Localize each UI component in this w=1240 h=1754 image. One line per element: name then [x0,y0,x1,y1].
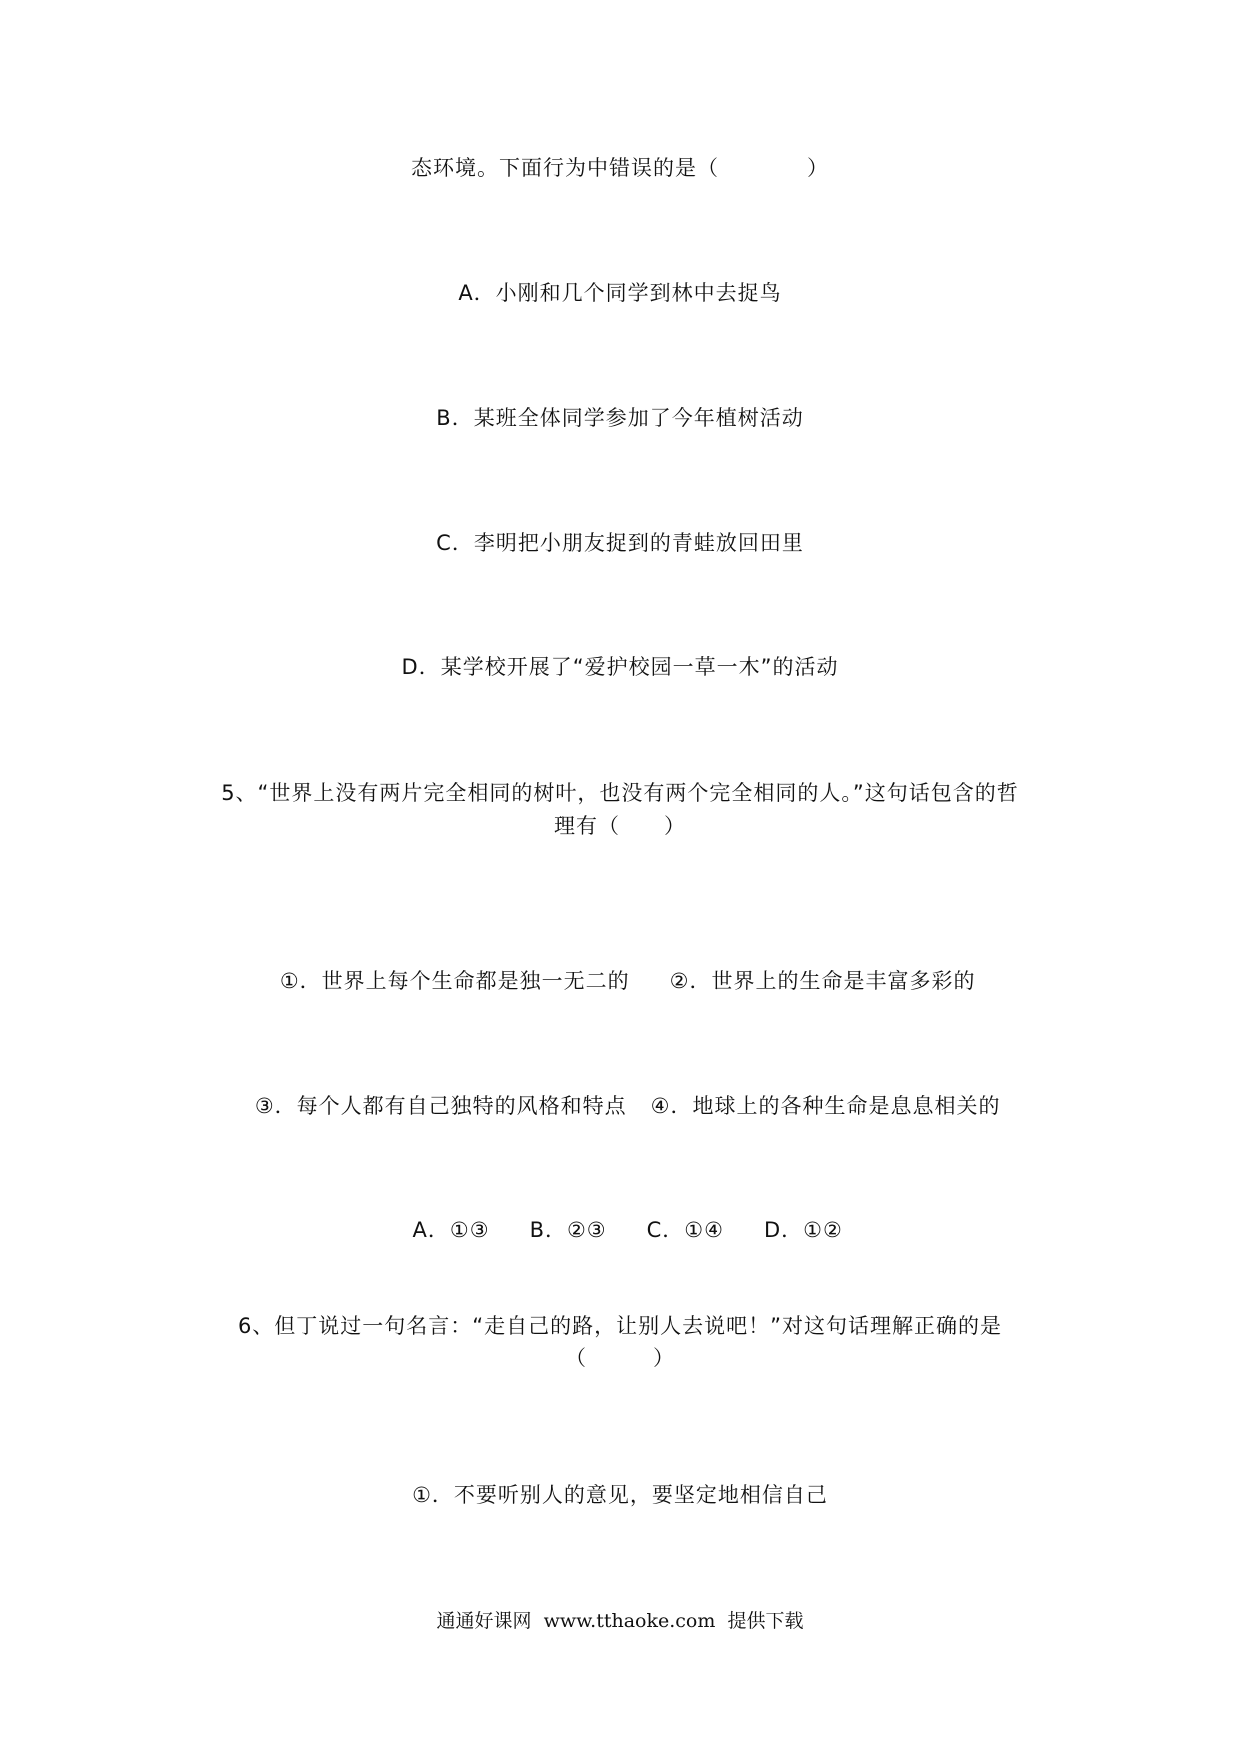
q5-stem-line1: 5、“世界上没有两片完全相同的树叶，也没有两个完全相同的人。”这句话包含的哲 [221,781,1019,805]
q6-stem-line2: （ ） [565,1346,675,1370]
q4-option-d: D．某学校开展了“爱护校园一草一木”的活动 [401,655,839,679]
q5-choices [0,1185,1240,1245]
q5-statement-3: ③．每个人都有自己独特的风格和特点 [254,1094,627,1118]
page-footer: 通通好课网 www.tthaoke.com 提供下载 [436,1610,804,1632]
q5-statement-2: ②．世界上的生命是丰富多彩的 [669,969,976,993]
q5-statement-1: ①．世界上每个生命都是独一无二的 [279,969,630,993]
q5-choice-c: C．①④ [646,1218,724,1242]
q5-statement-4: ④．地球上的各种生命是息息相关的 [650,1094,1001,1118]
q5-statements-row1 [0,936,1240,996]
q5-choice-b: B．②③ [529,1218,607,1242]
q6-statement-1: ①．不要听别人的意见，要坚定地相信自己 [412,1483,828,1507]
q5-stem-line2: 理有（ ） [554,814,686,838]
q6-stem-line1: 6、但丁说过一句名言：“走自己的路，让别人去说吧！”对这句话理解正确的是 [237,1314,1003,1338]
q5-statements-row2 [0,1061,1240,1121]
q4-option-b: B．某班全体同学参加了今年植树活动 [436,406,804,430]
q4-option-a: A．小刚和几个同学到林中去捉鸟 [458,281,782,305]
q4-stem-tail: 态环境。下面行为中错误的是（ ） [411,156,829,180]
q5-choice-a: A．①③ [412,1218,490,1242]
q4-option-c: C．李明把小朋友捉到的青蛙放回田里 [436,531,804,555]
q5-choice-d: D．①② [763,1218,843,1242]
